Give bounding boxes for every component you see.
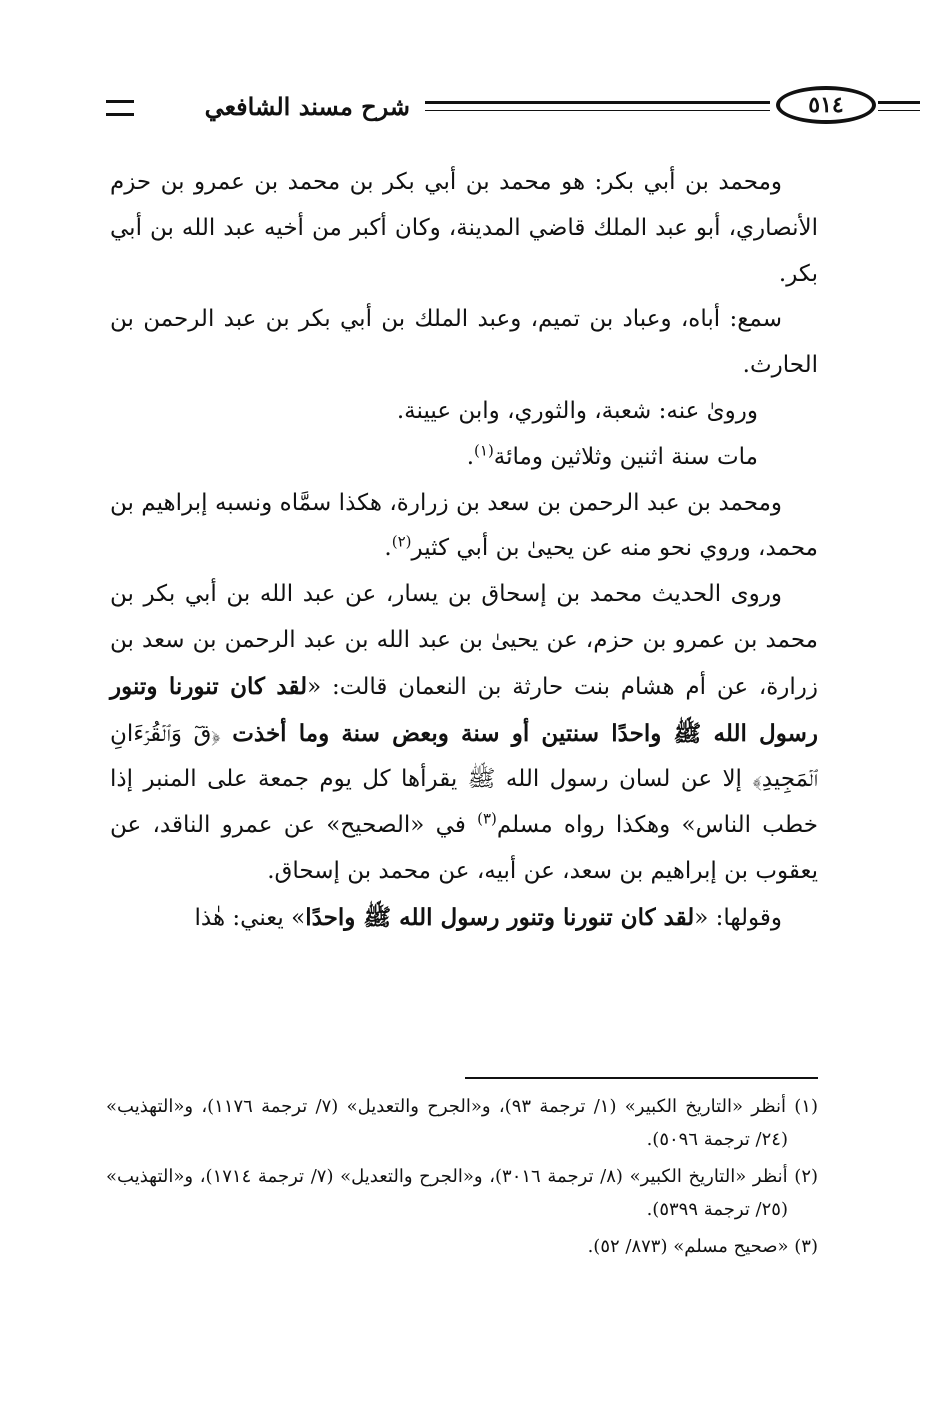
footnote: (٢) أنظر «التاريخ الكبير» (٨/ ترجمة ٣٠١٦)، و«الجرح والتعديل» (٧/ ترجمة ١٧١٤)، و«التهذيب» (٢٥/ ترجمة ٥٣٩٩). xyxy=(106,1166,819,1220)
footnote-ref: (٢) xyxy=(391,532,412,551)
page-header xyxy=(100,84,844,132)
header-ornament xyxy=(106,100,134,116)
paragraph: ومحمد بن عبد الرحمن بن سعد بن زرارة، هكذا سمَّاه ونسبه إبراهيم بن محمد، وروي نحو منه عن يحيىٰ بن أبي كثير$^{(٢)}$. xyxy=(110,489,818,562)
running-title: شرح مسند الشافعي xyxy=(204,92,410,121)
paragraph: سمع: أباه، وعباد بن تميم، وعبد الملك بن أبي بكر بن عبد الرحمن بن الحارث. xyxy=(110,306,818,379)
footnote-ref: (٣) xyxy=(477,809,497,828)
footnote: (٣) «صحيح مسلم» (٨٧٣/ ٥٢). xyxy=(587,1236,818,1257)
paragraph: ومحمد بن أبي بكر: هو محمد بن أبي بكر بن محمد بن عمرو بن حزم الأنصاري، أبو عبد الملك قاضي المدينة، وكان أكبر من أخيه عبد الله بن أبي بكر. xyxy=(110,169,818,287)
page-number: ٥١٤ xyxy=(776,86,876,124)
paragraph: وروىٰ عنه: شعبة، والثوري، وابن عيينة. xyxy=(396,397,758,424)
footnotes xyxy=(106,1090,818,1267)
header-rule xyxy=(425,101,770,111)
header-rule-right xyxy=(878,101,920,111)
footnote: (١) أنظر «التاريخ الكبير» (١/ ترجمة ٩٣)، و«الجرح والتعديل» (٧/ ترجمة ١١٧٦)، و«التهذيب» (٢٤/ ترجمة ٥٠٩٦). xyxy=(106,1096,818,1150)
footnote-ref: (١) xyxy=(474,441,494,460)
paragraph: وروى الحديث محمد بن إسحاق بن يسار، عن عبد الله بن أبي بكر بن محمد بن عمرو بن حزم، عن يحيىٰ بن عبد الله بن عبد الرحمن بن سعد بن زرارة، عن أم هشام بنت حارثة بن النعمان قالت: «لقد كان تنورنا وتنور رسول الله ﷺ واحدًا سنتين أو سنة وبعض سنة وما أخذت ﴿قٓ وَٱلۡقُرۡءَانِ ٱلۡمَجِيدِ﴾ إلا عن لسان رسول الله ﷺ يقرأها كل يوم جمعة على المنبر إذا خطب الناس» وهكذا رواه مسلم$^{(٣)}$ في «الصحيح» عن عمرو الناقد، عن يعقوب بن إبراهيم بن سعد، عن أبيه، عن محمد بن إسحاق. xyxy=(110,581,819,884)
paragraph: وقولها: «لقد كان تنورنا وتنور رسول الله ﷺ واحدًا» يعني: هٰذا xyxy=(194,903,782,931)
footnote-separator xyxy=(465,1077,818,1079)
hadith-quote: لقد كان تنورنا وتنور رسول الله ﷺ واحدًا xyxy=(305,903,695,931)
hadith-quote: لقد كان تنورنا وتنور رسول الله ﷺ واحدًا سنتين أو سنة وبعض سنة وما أخذت xyxy=(110,672,818,747)
paragraph: مات سنة اثنين وثلاثين ومائة$^{(١)}$. xyxy=(466,441,758,470)
body-text xyxy=(110,160,818,942)
